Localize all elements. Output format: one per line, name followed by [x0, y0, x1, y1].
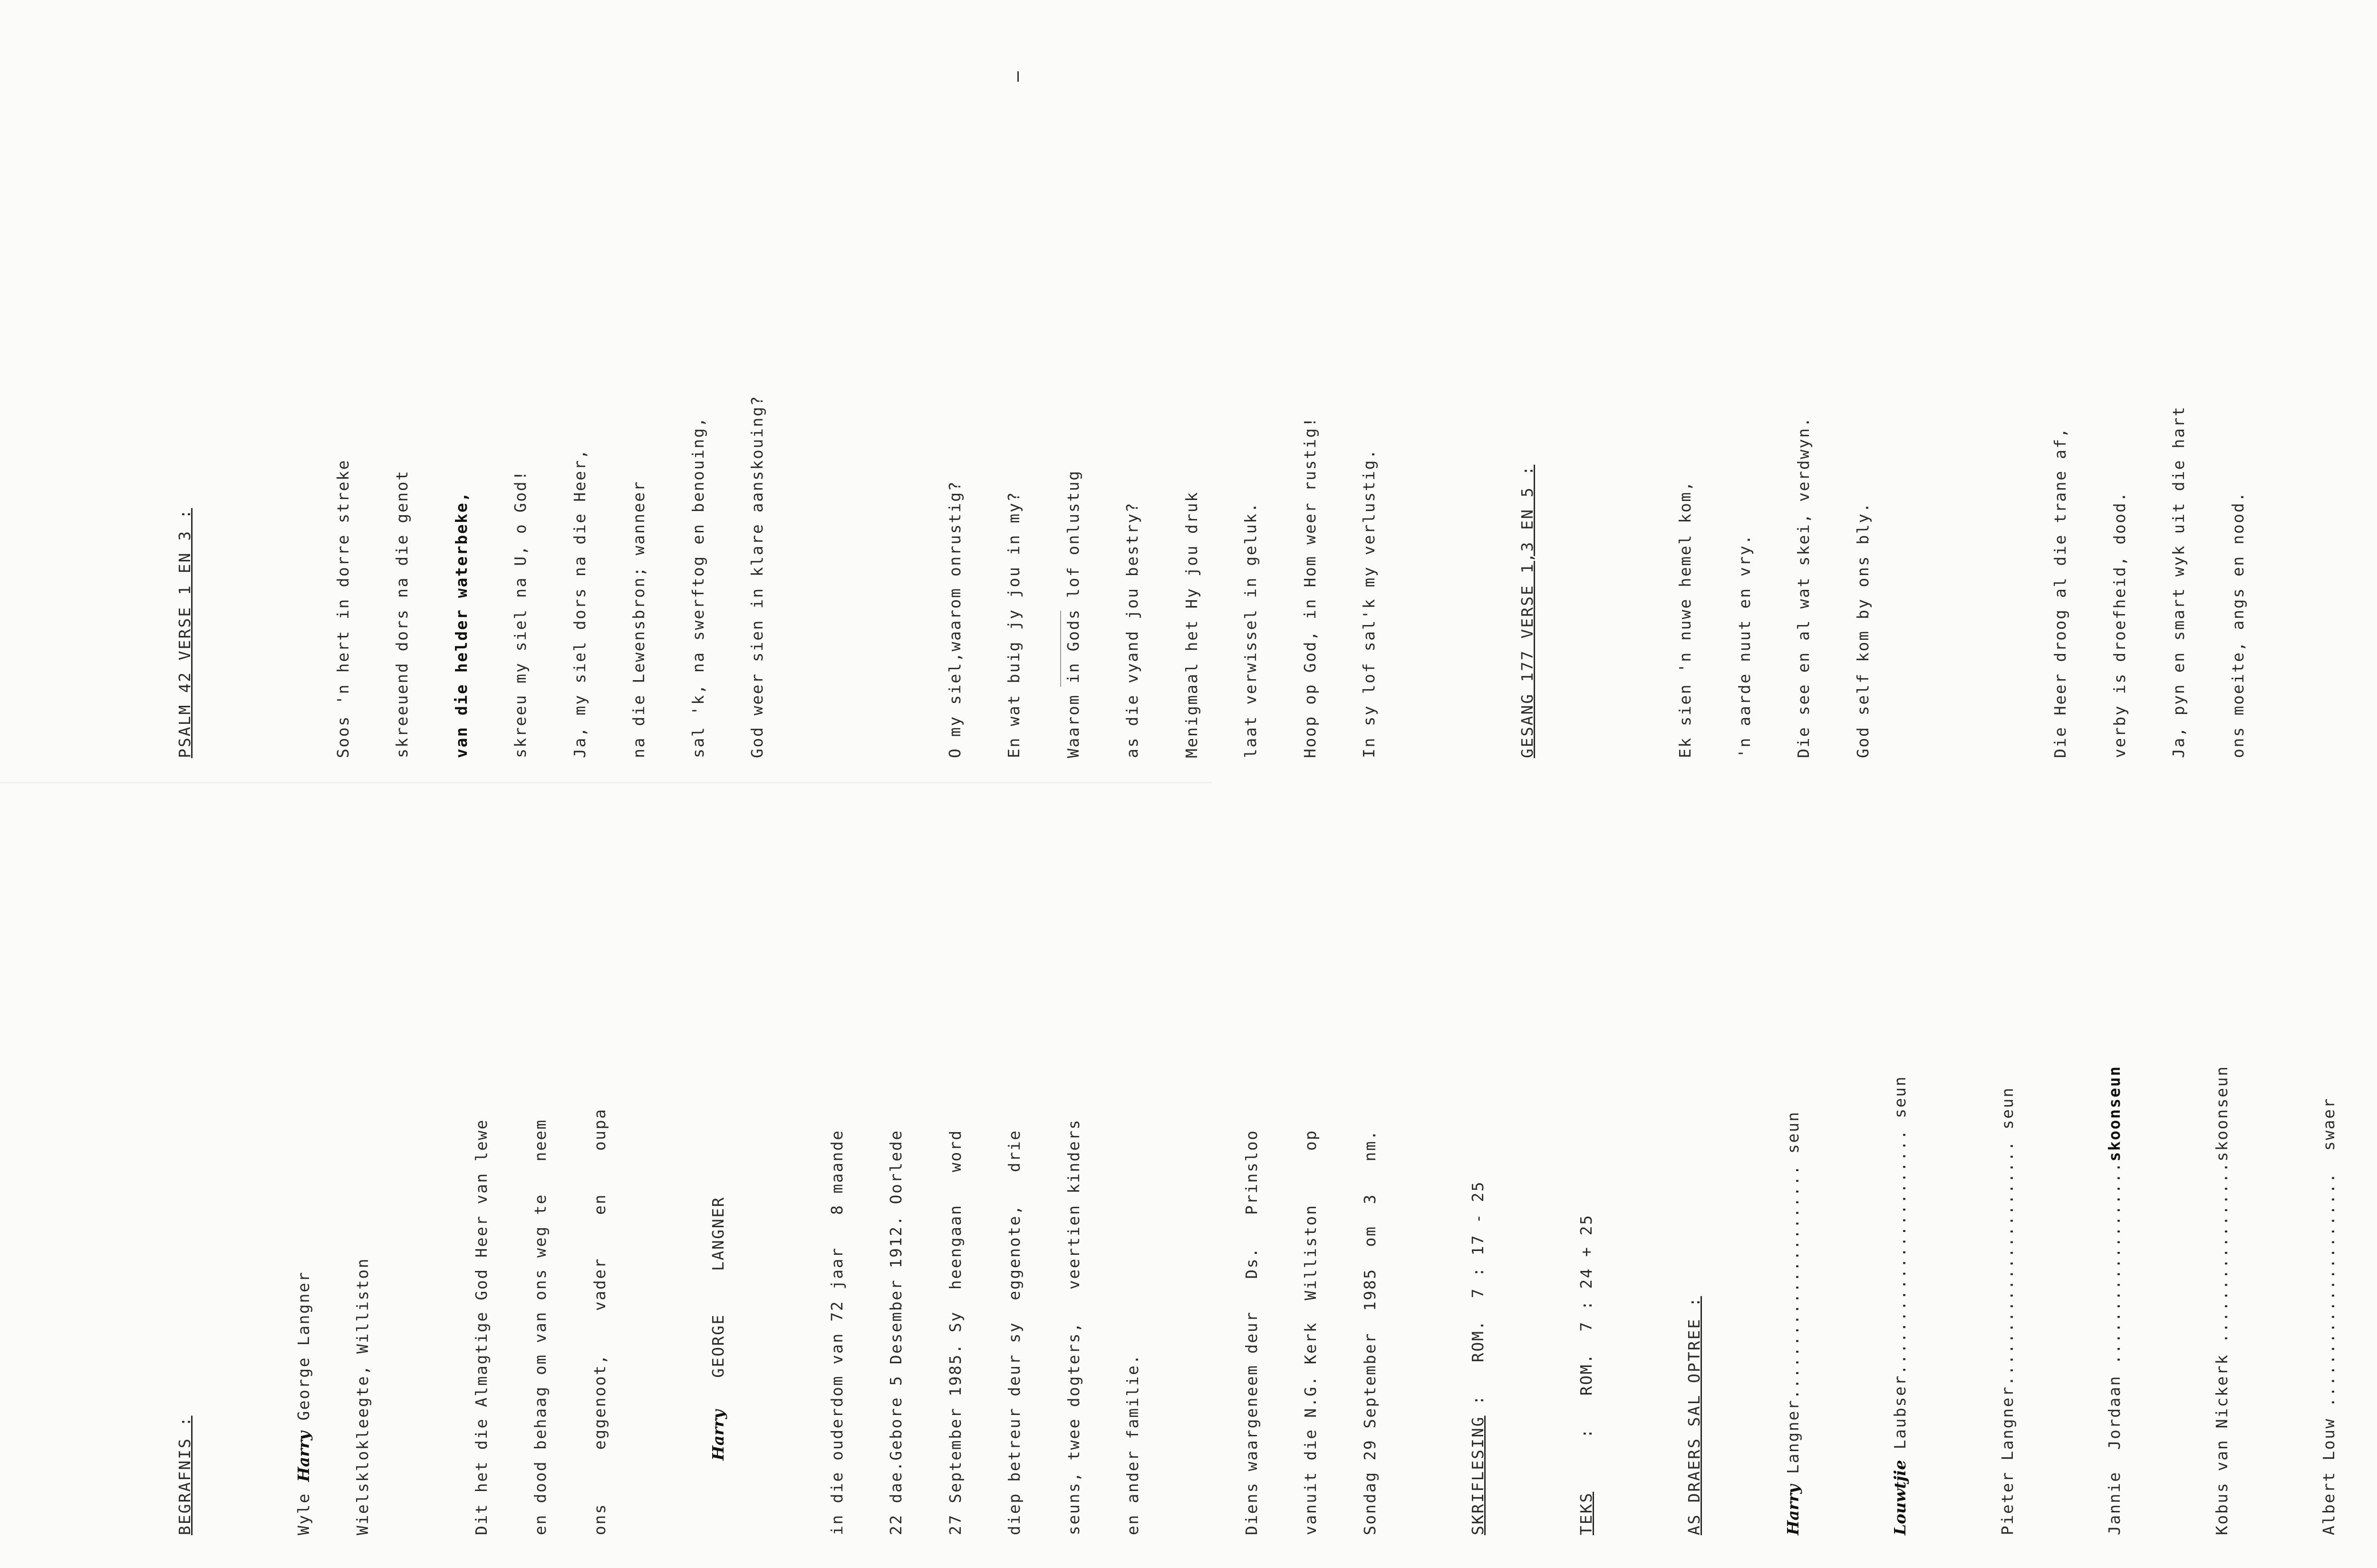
psalm-verse-1 — [294, 21, 807, 758]
verse-line: En wat buig jy jou in my? — [1005, 491, 1023, 758]
text-line: TEKS : ROM. 7 : 24 + 25 — [1576, 1214, 1595, 1535]
pallbearer-row: Kobus van Nickerk .................skoonseun — [2212, 1065, 2231, 1535]
verse-line: as die vyand jou bestry? — [1123, 501, 1141, 758]
announcement-line: ons eggenoot, vader en oupa — [590, 1108, 609, 1535]
verse-line: Menigmaal het Hy jou druk — [1182, 491, 1201, 758]
scripture-line: SKRIFLESING : ROM. 7 : 17 - 25 — [1469, 1181, 1487, 1535]
bio-line: in die ouderdom van 72 jaar 8 maande — [827, 1129, 846, 1535]
verse-line: skreeuend dors na die genot — [393, 470, 411, 758]
handwritten-name: Harry — [294, 1431, 313, 1482]
announcement-line: en dood behaag om van ons weg te neem — [531, 1118, 550, 1535]
pallbearers-list — [1744, 779, 2377, 1535]
bio-line: 22 dae.Gebore 5 Desember 1912. Oorlede — [887, 1129, 905, 1535]
verse-line: Ja, pyn en smart wyk uit die hart — [2169, 405, 2188, 758]
full-name-line: Harry GEORGE LANGNER — [709, 1196, 727, 1461]
service-line: Sondag 29 September 1985 om 3 nm. — [1360, 1129, 1379, 1535]
bio-line: 27 September 1985. Sy heengaan word — [946, 1129, 965, 1535]
gesang-heading: GESANG 177 VERSE 1,3 EN 5 : — [1517, 464, 1536, 758]
gesang-verse-3 — [2011, 21, 2287, 758]
verse-line: Die Heer droog al die trane af, — [2051, 427, 2069, 758]
gesang-verse-1 — [1636, 21, 1912, 758]
pallbearers-heading: AS DRAERS SAL OPTREE : — [1685, 1296, 1703, 1535]
bio-line: diep betreur deur sy eggenote, drie — [1005, 1129, 1024, 1535]
funeral-heading: BEGRAFNIS : — [175, 1415, 194, 1535]
pallbearer-row: Harry Langner...................... seun — [1783, 1111, 1802, 1535]
verse-line: Waarom in Gods lof onlustug — [1063, 470, 1082, 758]
deceased-residence: Wielsklokleegte, Williston — [353, 1257, 372, 1535]
psalm-heading: PSALM 42 VERSE 1 EN 3 : — [175, 508, 194, 758]
verse-line: Ja, my siel dors na die Heer, — [570, 448, 589, 758]
psalm-verse-3 — [906, 21, 1419, 758]
deceased-name-line: Wyle Harry George Langner — [294, 1271, 313, 1535]
bio-line: seuns, twee dogters, veertien kinders — [1064, 1118, 1083, 1535]
hymns-panel — [135, 21, 2377, 758]
verse-line: O my siel,waarom onrustig? — [945, 480, 964, 758]
funeral-details-panel — [135, 779, 2377, 1535]
verse-line: Die see en al wat skei, verdwyn. — [1794, 416, 1813, 758]
service-line: vanuit die N.G. Kerk Williston op — [1301, 1129, 1320, 1535]
verse-line: Soos 'n hert in dorre streke — [333, 459, 352, 758]
verse-line: skreeu my siel na U, o God! — [511, 470, 530, 758]
verse-line: Hoop op God, in Hom weer rustig! — [1300, 416, 1319, 758]
pallbearer-row: Jannie Jordaan ...................skoonseun — [2105, 1065, 2124, 1535]
verse-line: van die helder waterbeke, — [452, 491, 471, 758]
verse-line: 'n aarde nuut en vry. — [1735, 534, 1754, 758]
verse-line: ons moeite, angs en nood. — [2228, 491, 2247, 758]
service-line: Diens waargeneem deur Ds. Prinsloo — [1242, 1129, 1261, 1535]
pallbearer-row: Albert Louw ...................... swaer — [2319, 1097, 2338, 1535]
verse-line: sal 'k, na swerftog en benouing, — [688, 416, 707, 758]
handwritten-name: Harry — [709, 1410, 727, 1461]
announcement-line: Dit het die Almagtige God Heer van lewe — [472, 1118, 491, 1535]
bio-line: en ander familie. — [1123, 1354, 1142, 1535]
verse-line: na die Lewensbron; wanneer — [629, 480, 648, 758]
pallbearer-row: Louwtjie Laubser....................... seun — [1891, 1075, 1909, 1535]
verse-line: In sy lof sal'k my verlustig. — [1360, 448, 1378, 758]
verse-line: Ek sien 'n nuwe hemel kom, — [1676, 480, 1694, 758]
verse-line: God weer sien in klare aanskouing? — [748, 395, 766, 758]
pallbearer-row: Pieter Langner....................... seun — [1998, 1087, 2017, 1535]
verse-line: God self kom by ons bly. — [1853, 501, 1872, 758]
verse-line: verby is droefheid, dood. — [2110, 491, 2129, 758]
verse-line: laat verwissel in geluk. — [1241, 501, 1260, 758]
